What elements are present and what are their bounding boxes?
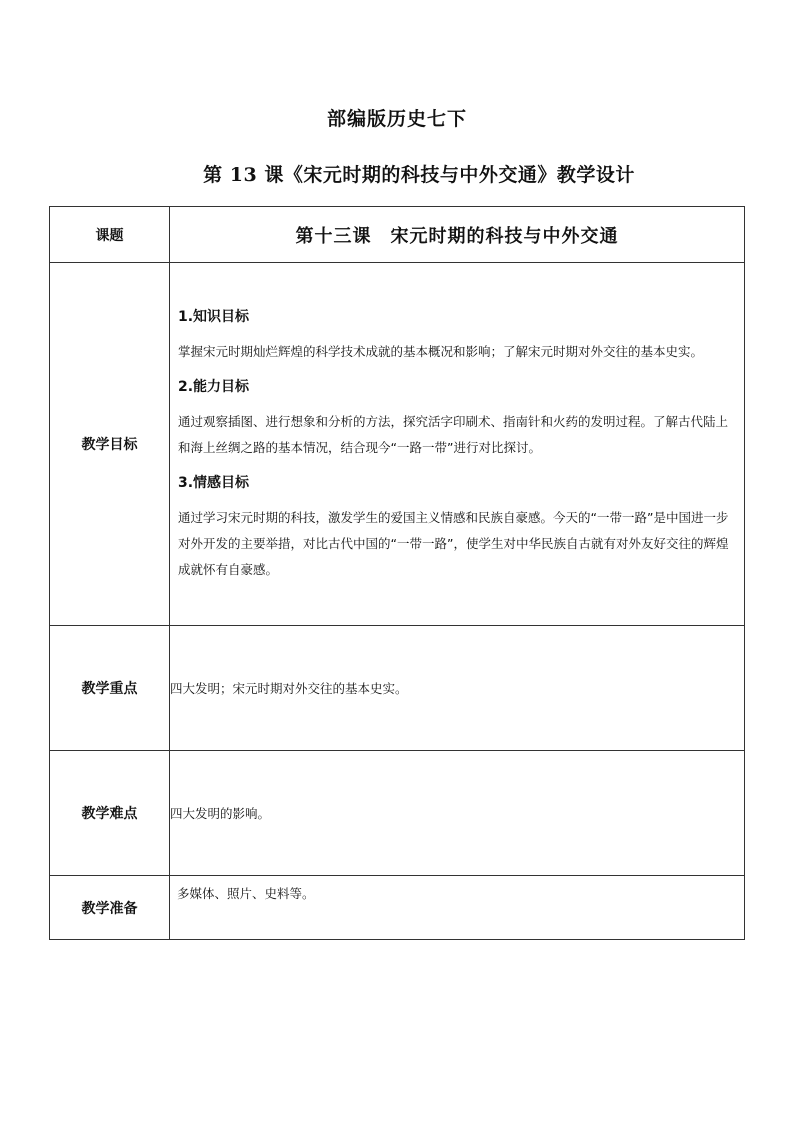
- table-row-objectives: [50, 263, 745, 626]
- table-row-difficulties: [50, 751, 745, 876]
- difficulties-label: 教学难点: [50, 751, 170, 876]
- key-points-label: 教学重点: [50, 626, 170, 751]
- objective-text-knowledge: 掌握宋元时期灿烂辉煌的科学技术成就的基本概况和影响；了解宋元时期对外交往的基本史实。: [178, 343, 704, 359]
- preparation-value: 多媒体、照片、史料等。: [177, 886, 315, 901]
- preparation-cell: [170, 876, 745, 940]
- table-row-key-points: [50, 626, 745, 751]
- preparation-label: 教学准备: [50, 876, 170, 940]
- objectives-label: 教学目标: [50, 263, 170, 626]
- objectives-cell: [170, 263, 745, 626]
- objective-text-emotion: 通过学习宋元时期的科技，激发学生的爱国主义情感和民族自豪感。今天的“一带一路”是中国进一步对外开发的主要举措，对比古代中国的“一带一路”，使学生对中华民族自古就有对外友好交往的辉煌成就怀有自豪感。: [178, 509, 729, 577]
- objective-heading-ability: 2.能力目标: [178, 378, 250, 395]
- document-subtitle: 第 13 课《宋元时期的科技与中外交通》教学设计: [203, 164, 635, 186]
- topic-label: 课题: [50, 207, 170, 263]
- difficulties-value: 四大发明的影响。: [170, 751, 745, 876]
- document-title: 部编版历史七下: [326, 108, 467, 130]
- table-row-preparation: [50, 876, 745, 940]
- topic-value: 第十三课 宋元时期的科技与中外交通: [170, 207, 745, 263]
- key-points-value: 四大发明；宋元时期对外交往的基本史实。: [170, 626, 745, 751]
- objective-heading-emotion: 3.情感目标: [178, 474, 250, 491]
- objective-text-ability: 通过观察插图、进行想象和分析的方法，探究活字印刷术、指南针和火药的发明过程。了解古代陆上和海上丝绸之路的基本情况，结合现今“一路一带”进行对比探讨。: [178, 413, 729, 455]
- objective-heading-knowledge: 1.知识目标: [178, 308, 250, 325]
- lesson-plan-table: [49, 206, 745, 940]
- table-row-topic: [50, 207, 745, 263]
